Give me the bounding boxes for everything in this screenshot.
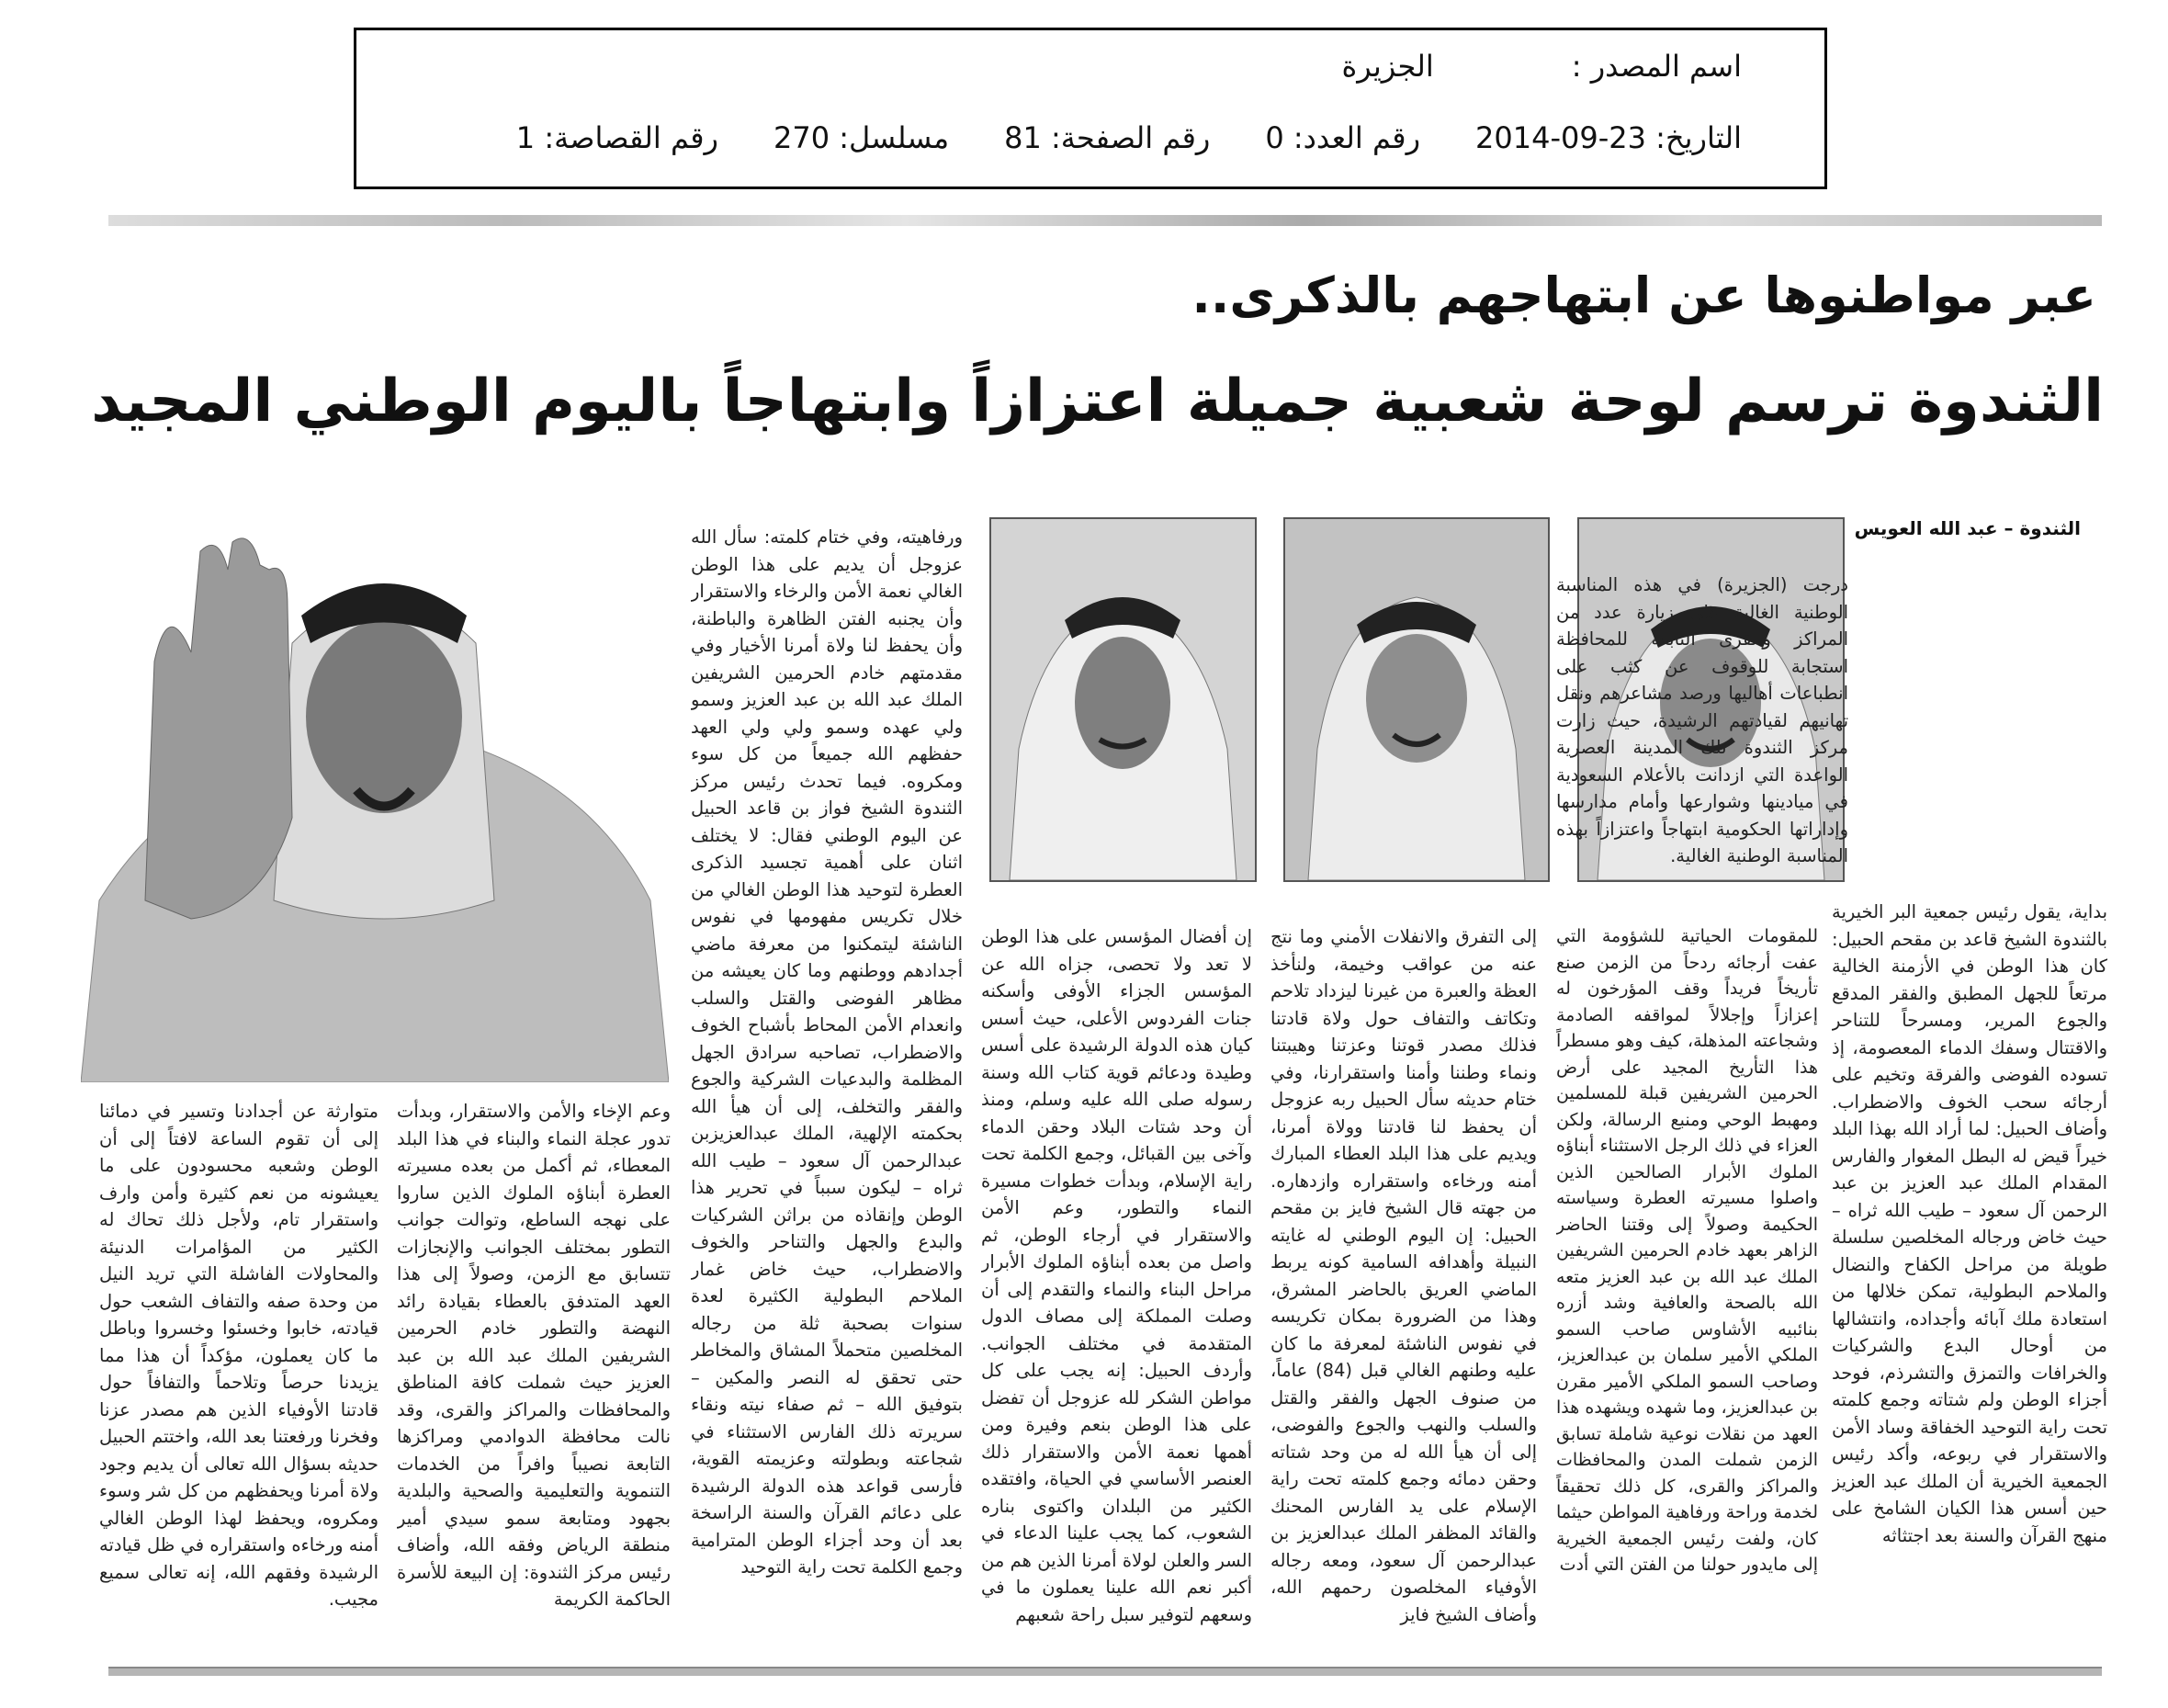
column-1-top-text: درجت (الجزيرة) في هذه المناسبة الوطنية الغالية على زيارة عدد من المراكز والقرى التابعة للمحافظة استجابة للوقوف عن كثب على انطباعات أهاليها ورصد مشاعرهم ونقل تهانيهم لقيادتهم الرشيدة، حيث زارت مركز الثندوة تلك المدينة العصرية الواعدة التي ازدانت بالأعلام السعودية في ميادينها وشوارعها وأمام مدارسها وإداراتها الحكومية ابتهاجاً واعتزازاً بهذه المناسبة الوطنية الغالية. bbox=[1556, 574, 1848, 866]
source-info-box bbox=[354, 28, 1827, 189]
column-6-text: وعم الإخاء والأمن والاستقرار، وبدأت تدور عجلة النماء والبناء في هذا البلد المعطاء، ثم أكمل من بعده مسيرته العطرة أبناؤه الملوك الذين ساروا على نهجه الساطع، وتوالت جوانب التطور بمختلف الجوانب والإنجازات تتسابق مع الزمن، وصولاً إلى هذا العهد المتدفق بالعطاء بقيادة رائد النهضة والتطور خادم الحرمين الشريفين الملك عبد الله بن عبد العزيز حيث شملت كافة المناطق والمحافظات والمراكز والقرى، وقد نالت محافظة الدوادمي ومراكزها التابعة نصيباً وافراً من الخدمات التنموية والتعليمية والصحية والبلدية بجهود ومتابعة سمو سيدي أمير منطقة الرياض وفقه الله، وأضاف رئيس مركز الثندوة: إن البيعة للأسرة الحاكمة الكريمة bbox=[397, 1101, 671, 1610]
source-value: الجزيرة bbox=[1341, 49, 1434, 84]
clip-field: رقم القصاصة: 1 bbox=[515, 120, 718, 155]
issue-field: رقم العدد: 0 bbox=[1265, 120, 1421, 155]
portrait-photo-2 bbox=[1283, 517, 1550, 882]
page-field: رقم الصفحة: 81 bbox=[1004, 120, 1211, 155]
article-column-7 bbox=[99, 1098, 378, 1649]
portrait-photo-3 bbox=[989, 517, 1257, 882]
article-column-6 bbox=[397, 1098, 671, 1649]
issue-details-row bbox=[516, 120, 1742, 155]
portrait-figure bbox=[1285, 519, 1548, 880]
article-column-1-lower bbox=[1832, 899, 2107, 1643]
date-field: التاريخ: 23-09-2014 bbox=[1475, 120, 1742, 155]
article-byline: الثندوة – عبد الله العويس bbox=[1854, 517, 2081, 539]
article-column-2 bbox=[1556, 923, 1818, 1649]
article-kicker: عبر مواطنوها عن ابتهاجهم بالذكرى.. bbox=[1191, 266, 2096, 324]
column-3-text: إلى التفرق والانفلات الأمني وما نتج عنه من عواقب وخيمة، ولنأخذ العظة والعبرة من غيرنا ليزداد تلاحم وتكاتف والتفاف حول ولاة قادتنا فذلك مصدر قوتنا وعزتنا وهيبتنا ونماء وطننا وأمنا واستقرارنا، وفي ختام حديثه سأل الحبيل ربه عزوجل أن يحفظ لنا قادتنا وولاة أمرنا، ويديم على هذا البلد العطاء المبارك أمنه ورخاءه واستقراره وازدهاره. من جهته قال الشيخ فايز بن مقحم الحبيل: إن اليوم الوطني له غايته النبيلة وأهدافه السامية كونه يربط الماضي العريق بالحاضر المشرق، وهذا من الضرورة بمكان تكريسه في نفوس الناشئة لمعرفة ما كان عليه وطنهم الغالي قبل (84) عاماً، من صنوف الجهل والفقر والقتل والسلب والنهب والجوع والفوضى، إلى أن هيأ الله له من وحد شتاته وحقن دمائه وجمع كلمته تحت راية الإسلام على يد الفارس المحنك والقائد المظفر الملك عبدالعزيز بن عبدالرحمن آل سعود، ومعه رجاله الأوفياء المخلصون رحمهم الله، وأضاف الشيخ فايز bbox=[1270, 926, 1537, 1625]
column-1-bottom-text: بداية، يقول رئيس جمعية البر الخيرية بالثندوة الشيخ قاعد بن مقحم الحبيل: كان هذا الوطن في الأزمنة الخالية مرتعاً للجهل المطبق والفقر المدقع والجوع المرير، ومسرحاً للتناحر والاقتتال وسفك الدماء المعصومة، إذ تسوده الفوضى والفرقة وتخيم على أرجائه سحب الخوف والاضطراب. وأضاف الحبيل: لما أراد الله بهذا البلد خيراً قيض له البطل المغوار والفارس المقدام الملك عبد العزيز بن عبد الرحمن آل سعود – طيب الله ثراه – حيث خاض ورجاله المخلصين سلسلة طويلة من مراحل الكفاح والنضال والملاحم البطولية، تمكن خلالها من استعادة ملك آبائه وأجداده، وانتشالها من أوحال البدع والشركيات والخرافات والتمزق والتشرذم، فوحد أجزاء الوطن ولم شتاته وجمع كلمته تحت راية التوحيد الخفاقة وساد الأمن والاستقرار في ربوعه، وأكد رئيس الجمعية الخيرية أن الملك عبد العزيز حين أسس هذا الكيان الشامخ على منهج القرآن والسنة بعد اجتثاثه bbox=[1832, 901, 2107, 1546]
column-4-text: إن أفضال المؤسس على هذا الوطن لا تعد ولا تحصى، جزاه الله عن المؤسس الجزاء الأوفى وأسكنه جنات الفردوس الأعلى، حيث أسس كيان هذه الدولة الرشيدة على أسس وطيدة ودعائم قوية كتاب الله وسنة رسوله صلى الله عليه وسلم، ومنذ أن وحد شتات البلاد وحقن الدماء وآخى بين القبائل، وجمع الكلمة تحت راية الإسلام، وبدأت خطوات مسيرة النماء والتطور، وعم الأمن والاستقرار في أرجاء الوطن، ثم واصل من بعده أبناؤه الملوك الأبرار مراحل البناء والنماء والتقدم إلى أن وصلت المملكة إلى مصاف الدول المتقدمة في مختلف الجوانب. وأردف الحبيل: إنه يجب على كل مواطن الشكر لله عزوجل أن تفضل على هذا الوطن بنعم وفيرة ومن أهمها نعمة الأمن والاستقرار ذلك العنصر الأساسي في الحياة، وافتقده الكثير من البلدان واكتوى بناره الشعوب، كما يجب علينا الدعاء في السر والعلن لولاة أمرنا الذين هم من أكبر نعم الله علينا يعملون ما في وسعهم لتوفير سبل راحة شعبهم bbox=[981, 926, 1252, 1625]
source-label: اسم المصدر : bbox=[1571, 49, 1742, 84]
portrait-figure bbox=[991, 519, 1255, 880]
king-figure bbox=[81, 515, 669, 1082]
article-column-3 bbox=[1270, 923, 1537, 1649]
source-row bbox=[1341, 49, 1742, 84]
column-5-text: ورفاهيته، وفي ختام كلمته: سأل الله عزوجل أن يديم على هذا الوطن الغالي نعمة الأمن والرخاء والاستقرار وأن يجنبه الفتن الظاهرة والباطنة، وأن يحفظ لنا ولاة أمرنا الأخيار وفي مقدمتهم خادم الحرمين الشريفين الملك عبد الله بن عبد العزيز وسمو ولي عهده وسمو ولي ولي العهد حفظهم الله جميعاً من كل سوء ومكروه. فيما تحدث رئيس مركز الثندوة الشيخ فواز بن قاعد الحبيل عن اليوم الوطني فقال: لا يختلف اثنان على أهمية تجسيد الذكرى العطرة لتوحيد هذا الوطن الغالي من خلال تكريس مفهومها في نفوس الناشئة ليتمكنوا من معرفة ماضي أجدادهم ووطنهم وما كان يعيشه من مظاهر الفوضى والقتل والسلب وانعدام الأمن المحاط بأشباح الخوف والاضطراب، تصاحبه سرادق الجهل المظلمة والبدعيات الشركية والجوع والفقر والتخلف، إلى أن هيأ الله بحكمته الإلهية، الملك عبدالعزيزبن عبدالرحمن آل سعود – طيب الله ثراه – ليكون سبباً في تحرير هذا الوطن وإنقاذه من براثن الشركيات والبدع والجهل والتناحر والخوف والاضطراب، حيث خاض غمار الملاحم البطولية الكثيرة لعدة سنوات بصحبة ثلة من رجاله المخلصين متحملاً المشاق والمخاطر حتى تحقق له النصر والمكين – بتوفيق الله – ثم صفاء نيته ونقاء سريرته ذلك الفارس الاستثناء في شجاعته وبطولته وعزيمته القوية، فأرسى قواعد هذه الدولة الرشيدة على دعائم القرآن والسنة الراسخة بعد أن وحد أجزاء الوطن المترامية وجمع الكلمة تحت راية التوحيد bbox=[691, 526, 963, 1578]
article-headline: الثندوة ترسم لوحة شعبية جميلة اعتزازاً وابتهاجاً باليوم الوطني المجيد bbox=[91, 368, 2104, 435]
article-column-5 bbox=[691, 524, 963, 1649]
column-2-text: للمقومات الحياتية للشؤومة التي عفت أرجائه ردحاً من الزمن صنع تأريخاً فريداً وقف المؤرخون له إعزازاً وإجلالاً لمواقفه الصادمة وشجاعته المذهلة، كيف وهو مسطراً هذا التأريخ المجيد على أرض الحرمين الشريفين قبلة للمسلمين ومهبط الوحي ومنبع الرسالة، ولكن العزاء في ذلك الرجل الاستثناء أبناؤه الملوك الأبرار الصالحين الذين واصلوا مسيرته العطرة وسياسته الحكيمة وصولاً إلى وقتنا الحاضر الزاهر بعهد خادم الحرمين الشريفين الملك عبد الله بن عبد العزيز متعه الله بالصحة والعافية وشد أزره بنائبيه الأشاوس صاحب السمو الملكي الأمير سلمان بن عبدالعزيز، وصاحب السمو الملكي الأمير مقرن بن عبدالعزيز، وما شهده ويشهده هذا العهد من نقلات نوعية شاملة تسابق الزمن شملت المدن والمحافظات والمراكز والقرى، كل ذلك تحقيقاً لخدمة وراحة ورفاهية المواطن حيثما كان، ولفت رئيس الجمعية الخيرية إلى مايدور حولنا من الفتن التي أدت bbox=[1556, 926, 1818, 1575]
page-separator bbox=[108, 215, 2102, 226]
bottom-separator bbox=[108, 1667, 2102, 1676]
serial-field: مسلسل: 270 bbox=[773, 120, 950, 155]
article-column-4 bbox=[981, 923, 1252, 1649]
column-7-text: متوارثة عن أجدادنا وتسير في دمائنا إلى أن تقوم الساعة لافتاً إلى أن الوطن وشعبه محسودون على ما يعيشونه من نعم كثيرة وأمن وارف واستقرار تام، ولأجل ذلك تحاك له الكثير من المؤامرات الدنيئة والمحاولات الفاشلة التي تريد النيل من وحدة صفه والتفاف الشعب حول قيادته، خابوا وخسئوا وخسروا وباطل ما كان يعملون، مؤكداً أن هذا مما يزيدنا حرصاً وتلاحماً والتفافاً حول قادتنا الأوفياء الذين هم مصدر عزنا وفخرنا ورفعتنا بعد الله، واختتم الحبيل حديثه بسؤال الله تعالى أن يديم وجود ولاة أمرنا ويحفظهم من كل شر وسوء ومكروه، ويحفظ لهذا الوطن الغالي أمنه ورخاءه واستقراره في ظل قيادته الرشيدة وفقهم الله، إنه تعالى سميع مجيب. bbox=[99, 1101, 378, 1610]
king-photo bbox=[81, 515, 669, 1082]
